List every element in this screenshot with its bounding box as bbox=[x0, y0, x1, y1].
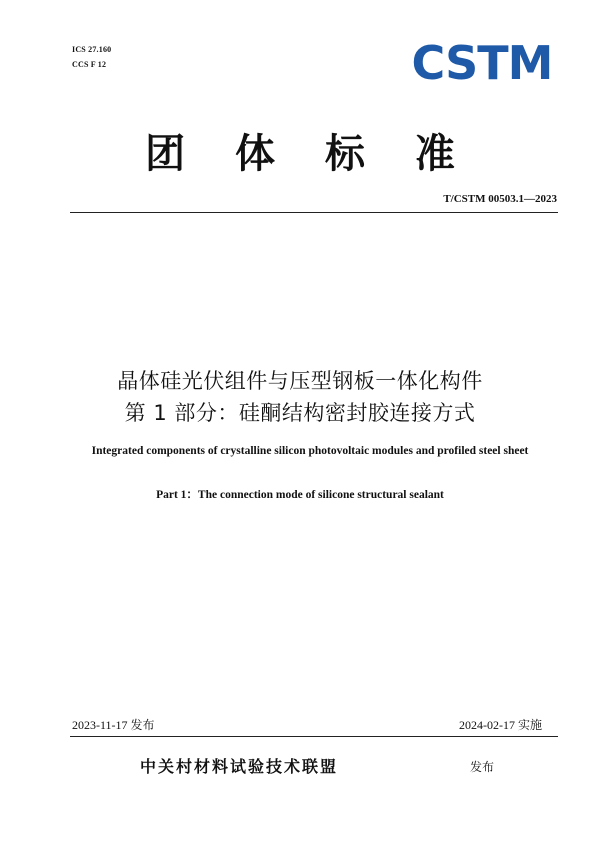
standard-type-title: 团 体 标 准 bbox=[145, 131, 473, 177]
bottom-divider bbox=[70, 736, 558, 737]
chinese-title-line1: 晶体硅光伏组件与压型钢板一体化构件 bbox=[117, 369, 483, 393]
ics-code: ICS 27.160 bbox=[72, 45, 112, 54]
english-part-title: Part 1：The connection mode of silicone structural sealant bbox=[156, 489, 444, 501]
chinese-title-line2: 第 1 部分：硅酮结构密封胶连接方式 bbox=[124, 401, 476, 425]
ccs-code: CCS F 12 bbox=[72, 60, 107, 69]
english-title: Integrated components of crystalline silicon photovoltaic modules and profiled steel sheet bbox=[91, 445, 529, 457]
standard-number: T/CSTM 00503.1—2023 bbox=[443, 193, 557, 205]
implementation-date: 2024-02-17 实施 bbox=[459, 718, 542, 732]
cstm-logo bbox=[412, 42, 552, 84]
publisher-name: 中关村材料试验技术联盟 bbox=[140, 757, 339, 776]
publish-label: 发布 bbox=[470, 760, 495, 774]
issue-date: 2023-11-17 发布 bbox=[72, 718, 155, 732]
top-divider bbox=[70, 212, 558, 213]
cstm-logo-text: CSTM bbox=[412, 42, 552, 84]
